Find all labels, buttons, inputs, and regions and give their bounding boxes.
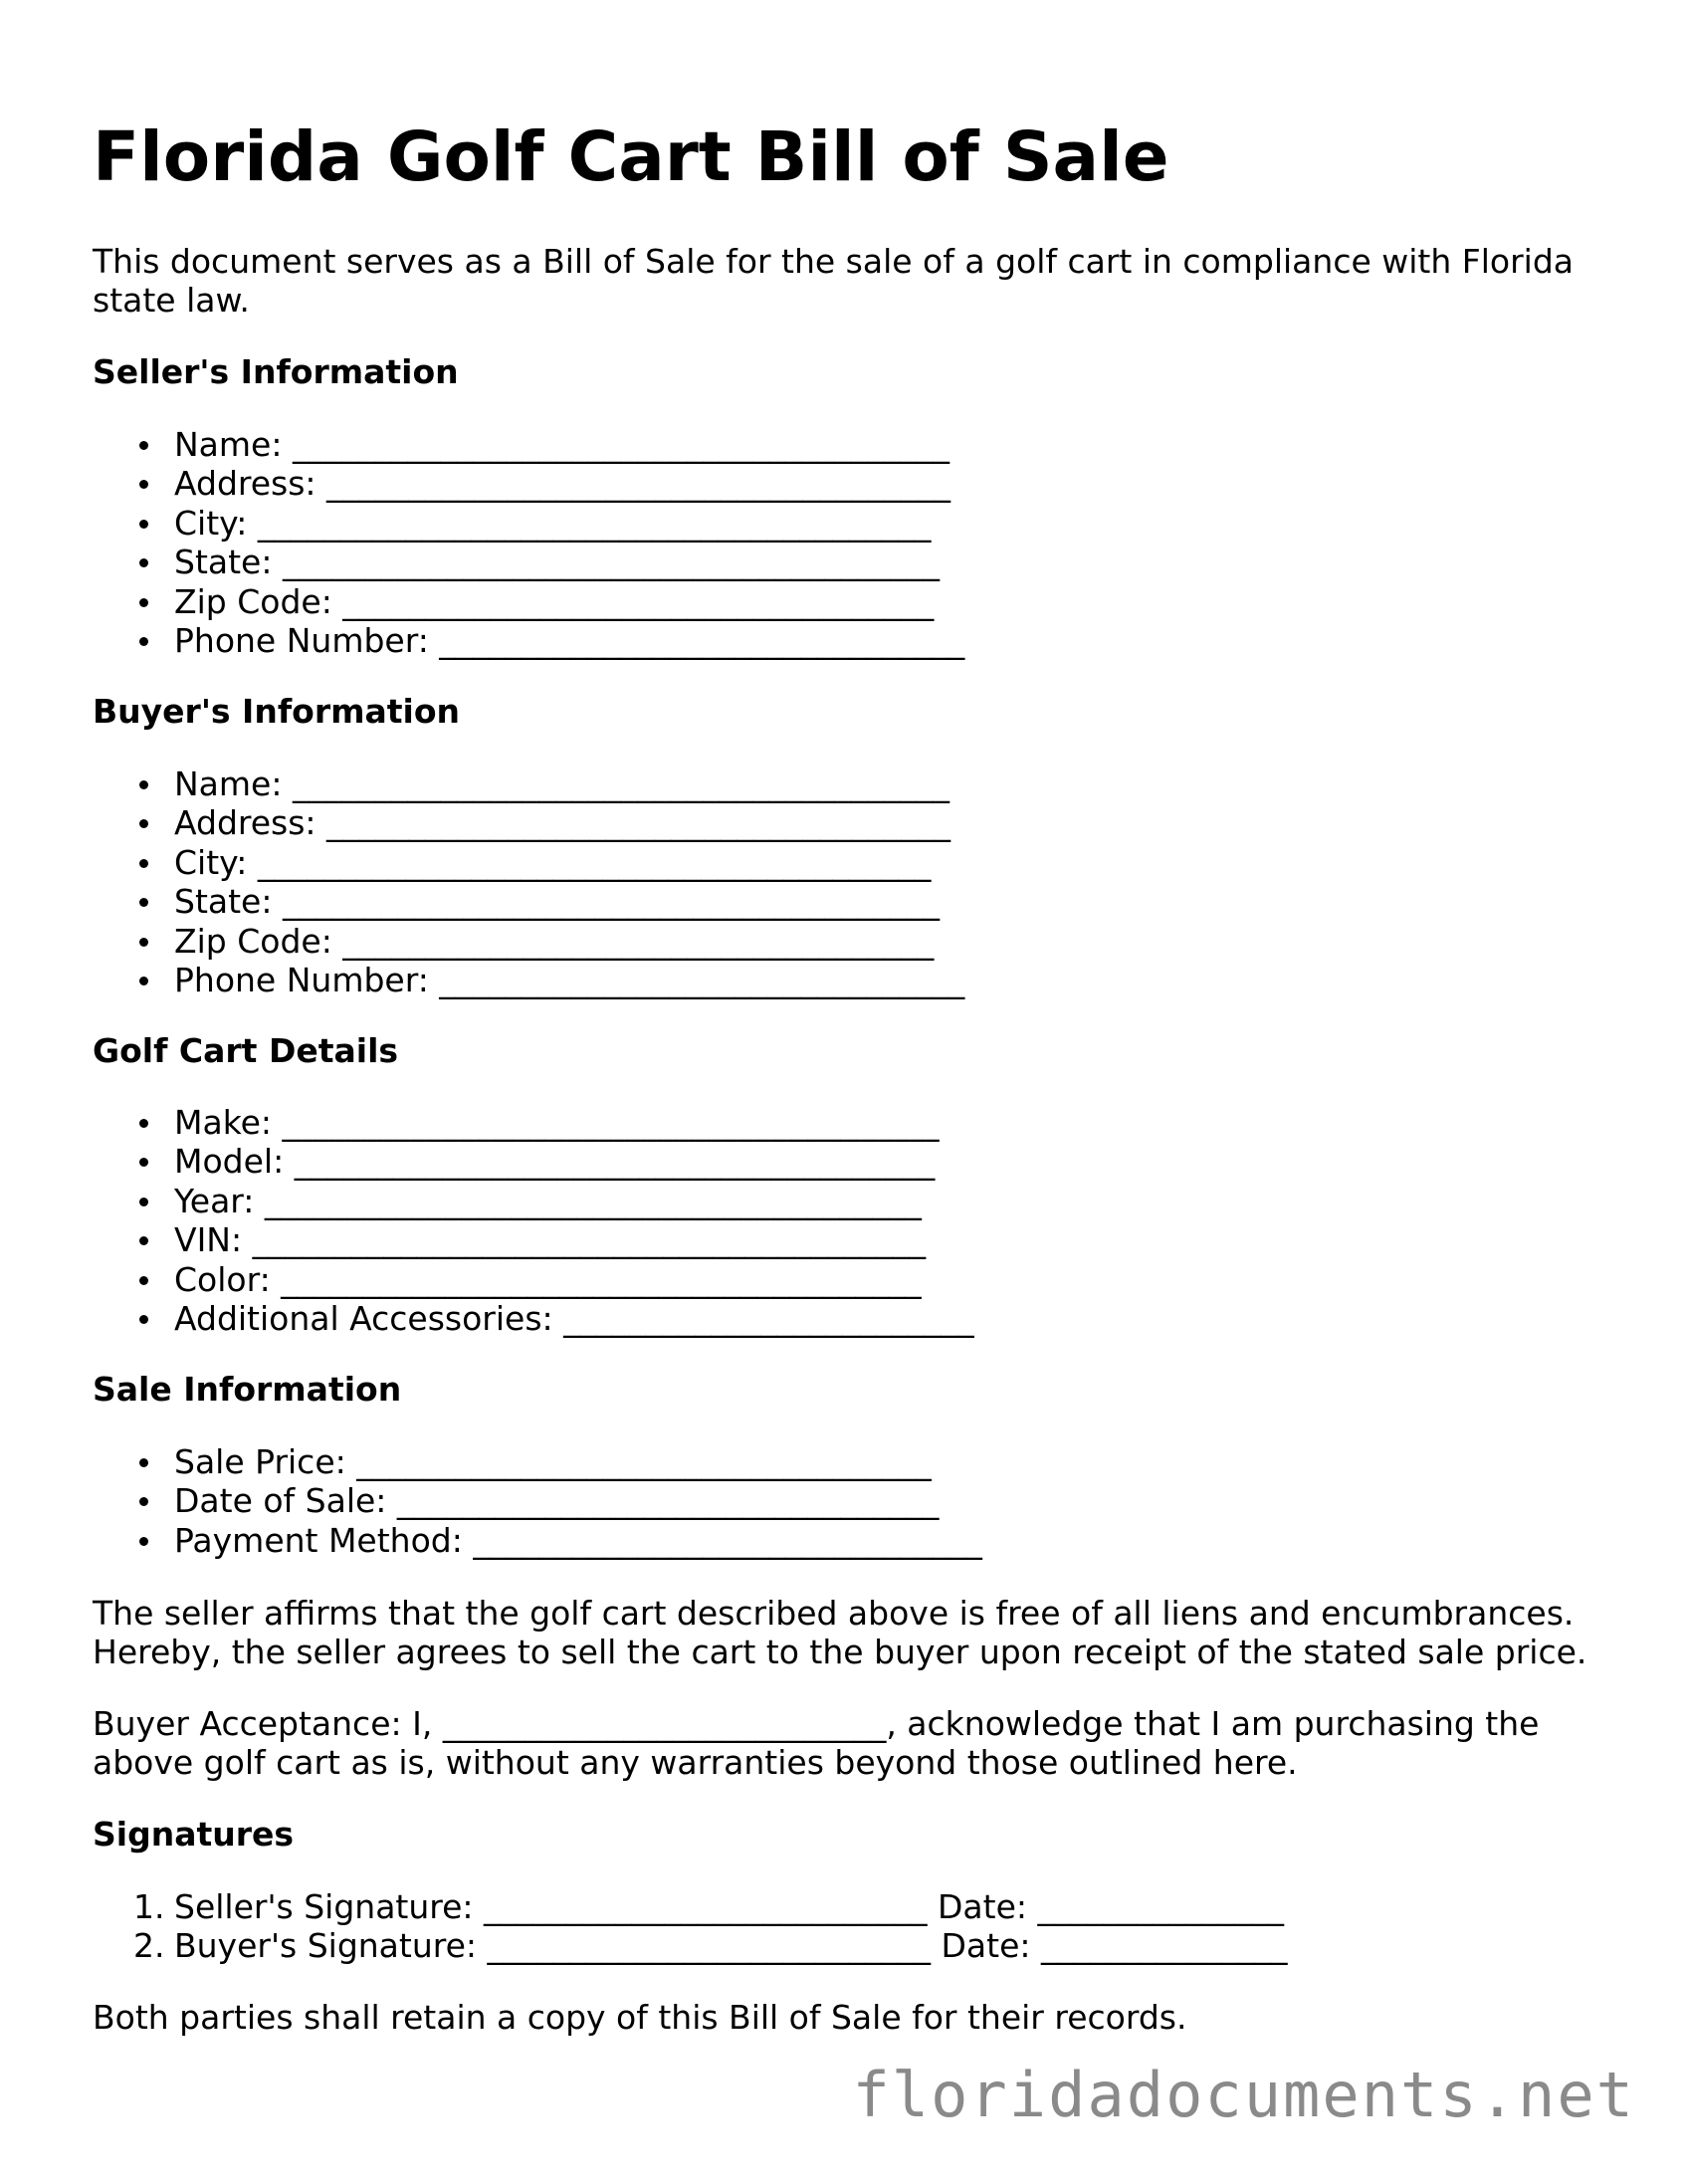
- buyer-address-item: Address: ______________________________________: [93, 803, 964, 842]
- buyer-phone-item: Phone Number: ________________________________: [93, 961, 964, 999]
- list-number: 1.: [133, 1887, 165, 1926]
- sale-price-item: Sale Price: ___________________________________: [93, 1442, 982, 1481]
- seller-list: [93, 425, 964, 660]
- buyer-name-item: Name: ________________________________________: [93, 764, 964, 803]
- buyer-signature-item: [93, 1926, 1288, 1965]
- seller-city-item: City: _________________________________________: [93, 504, 964, 543]
- cart-list: [93, 1103, 974, 1338]
- cart-accessories-item: Additional Accessories: _________________________: [93, 1299, 974, 1338]
- cart-year-item: Year: ________________________________________: [93, 1182, 974, 1220]
- intro-paragraph: This document serves as a Bill of Sale for the sale of a golf cart in compliance with Florida state law.: [93, 242, 1574, 320]
- cart-heading: Golf Cart Details: [93, 1031, 399, 1070]
- buyer-city-item: City: _________________________________________: [93, 843, 964, 882]
- buyer-signature-line: Buyer's Signature: ___________________________ Date: _______________: [174, 1926, 1288, 1966]
- sale-heading: Sale Information: [93, 1370, 402, 1409]
- seller-phone-item: Phone Number: ________________________________: [93, 621, 964, 660]
- seller-address-item: Address: ______________________________________: [93, 464, 964, 503]
- sale-payment-item: Payment Method: _______________________________: [93, 1521, 982, 1560]
- seller-signature-line: Seller's Signature: ___________________________ Date: _______________: [174, 1887, 1284, 1926]
- buyer-heading: Buyer's Information: [93, 692, 461, 731]
- buyer-zip-item: Zip Code: ____________________________________: [93, 922, 964, 961]
- list-number: 2.: [133, 1926, 165, 1966]
- sale-list: [93, 1442, 982, 1560]
- seller-name-item: Name: ________________________________________: [93, 425, 964, 464]
- seller-heading: Seller's Information: [93, 352, 459, 391]
- sale-date-item: Date of Sale: _________________________________: [93, 1481, 982, 1520]
- closing-paragraph: Both parties shall retain a copy of this Bill of Sale for their records.: [93, 1998, 1187, 2037]
- cart-make-item: Make: ________________________________________: [93, 1103, 974, 1142]
- seller-zip-item: Zip Code: ____________________________________: [93, 582, 964, 621]
- cart-color-item: Color: _______________________________________: [93, 1260, 974, 1299]
- cart-model-item: Model: _______________________________________: [93, 1142, 974, 1181]
- signatures-list: [93, 1887, 1288, 1966]
- buyer-list: [93, 764, 964, 999]
- buyer-state-item: State: ________________________________________: [93, 882, 964, 921]
- document-title: Florida Golf Cart Bill of Sale: [93, 117, 1169, 197]
- seller-signature-item: [93, 1887, 1288, 1926]
- seller-state-item: State: ________________________________________: [93, 543, 964, 581]
- affirmation-paragraph: The seller affirms that the golf cart described above is free of all liens and encumbrances. Hereby, the seller agrees to sell the cart to the buyer upon receipt of the stated sale price.: [93, 1594, 1587, 1671]
- cart-vin-item: VIN: _________________________________________: [93, 1220, 974, 1259]
- signatures-heading: Signatures: [93, 1815, 295, 1854]
- acceptance-paragraph: Buyer Acceptance: I, ___________________________, acknowledge that I am purchasing the above golf cart as is, without any warranties beyond those outlined here.: [93, 1704, 1540, 1782]
- watermark: floridadocuments.net: [852, 2059, 1635, 2131]
